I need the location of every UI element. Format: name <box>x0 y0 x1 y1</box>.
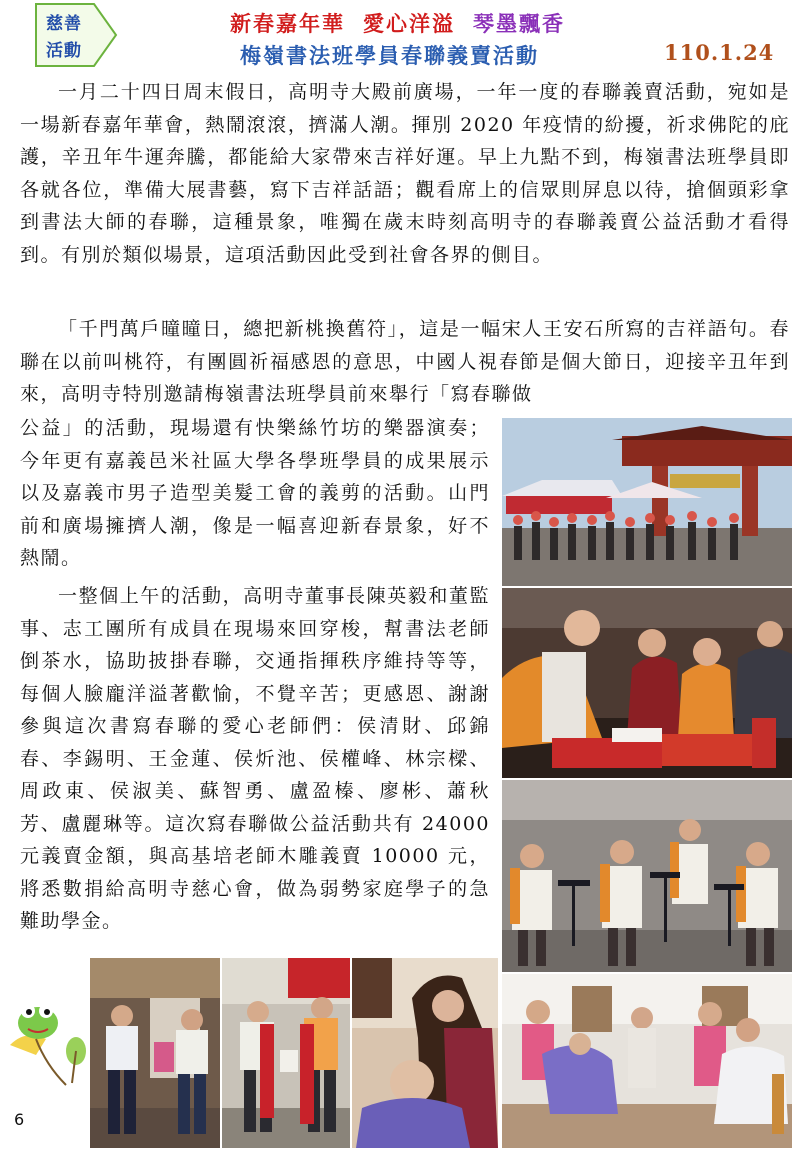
article-paragraph-1: 一月二十四日周末假日，高明寺大殿前廣場，一年一度的春聯義賣活動，宛如是一場新春嘉年華會，熱鬧滾滾，擠滿人潮。揮別 2020 年疫情的紛擾，祈求佛陀的庇護，辛丑年牛運奔騰，都能給大家帶來吉祥好運。早上九點不到，梅嶺書法班學員即各就各位，準備大展書藝，寫下吉祥話語；觀看席上的信眾則屏息以待，搶個頭彩拿到書法大師的春聯，這種景象，唯獨在歲末時刻高明寺的春聯義賣公益活動才看得到。有別於類似場景，這項活動因此受到社會各界的側目。 <box>20 81 790 266</box>
photo-two-gentlemen <box>90 958 220 1148</box>
photo-haircut-salon <box>502 974 792 1148</box>
article-paragraph-2: 「千門萬戶曈曈日，總把新桃換舊符」，這是一幅宋人王安石所寫的吉祥語句。春聯在以前叫桃符，有團圓祈福感恩的意思，中國人視春節是個大節日，迎接辛丑年到來，高明寺特別邀請梅嶺書法班學員前來舉行「寫春聯做 <box>20 318 790 405</box>
tag-line-1: 慈善 <box>46 14 82 34</box>
tag-line-2: 活動 <box>46 41 82 61</box>
event-date: 110.1.24 <box>664 40 775 65</box>
headline <box>230 8 565 38</box>
category-tag <box>34 2 116 66</box>
photo-calligraphy-volunteers <box>502 588 792 778</box>
headline-part-3: 琴墨飄香 <box>473 11 565 36</box>
photo-temple-gate <box>502 418 792 586</box>
frog-decoration-icon <box>6 995 90 1099</box>
page-number: 6 <box>14 1110 25 1129</box>
photo-haircut-closeup <box>352 958 498 1148</box>
headline-part-2: 愛心洋溢 <box>363 11 455 36</box>
article-paragraph-3: 一整個上午的活動，高明寺董事長陳英毅和董監事、志工團所有成員在現場來回穿梭，幫書法老師倒茶水，協助披掛春聯，交通指揮秩序維持等等，每個人臉龐洋溢著歡愉，不覺辛苦；更感恩、謝謝參與這次書寫春聯的愛心老師們：侯清財、邱錦春、李錫明、王金蓮、侯炘池、侯權峰、林宗樑、周政東、侯淑美、蘇智勇、盧盈榛、廖彬、蕭秋芳、盧麗琳等。這次寫春聯做公益活動共有 24000 元義賣金額，與高基培老師木雕義賣 10000 元，將悉數捐給高明寺慈心會，做為弱勢家庭學子的急難助學金。 <box>20 585 490 932</box>
headline-part-1: 新春嘉年華 <box>230 11 345 36</box>
photo-music-performers <box>502 780 792 972</box>
photo-couplets-display <box>222 958 350 1148</box>
article-paragraph-2-continued: 公益」的活動，現場還有快樂絲竹坊的樂器演奏；今年更有嘉義邑米社區大學各學班學員的成果展示以及嘉義市男子造型美髮工會的義剪的活動。山門前和廣場擁擠人潮，像是一幅喜迎新春景象，好不熱鬧。 <box>20 417 490 569</box>
subtitle: 梅嶺書法班學員春聯義賣活動 <box>240 43 539 68</box>
